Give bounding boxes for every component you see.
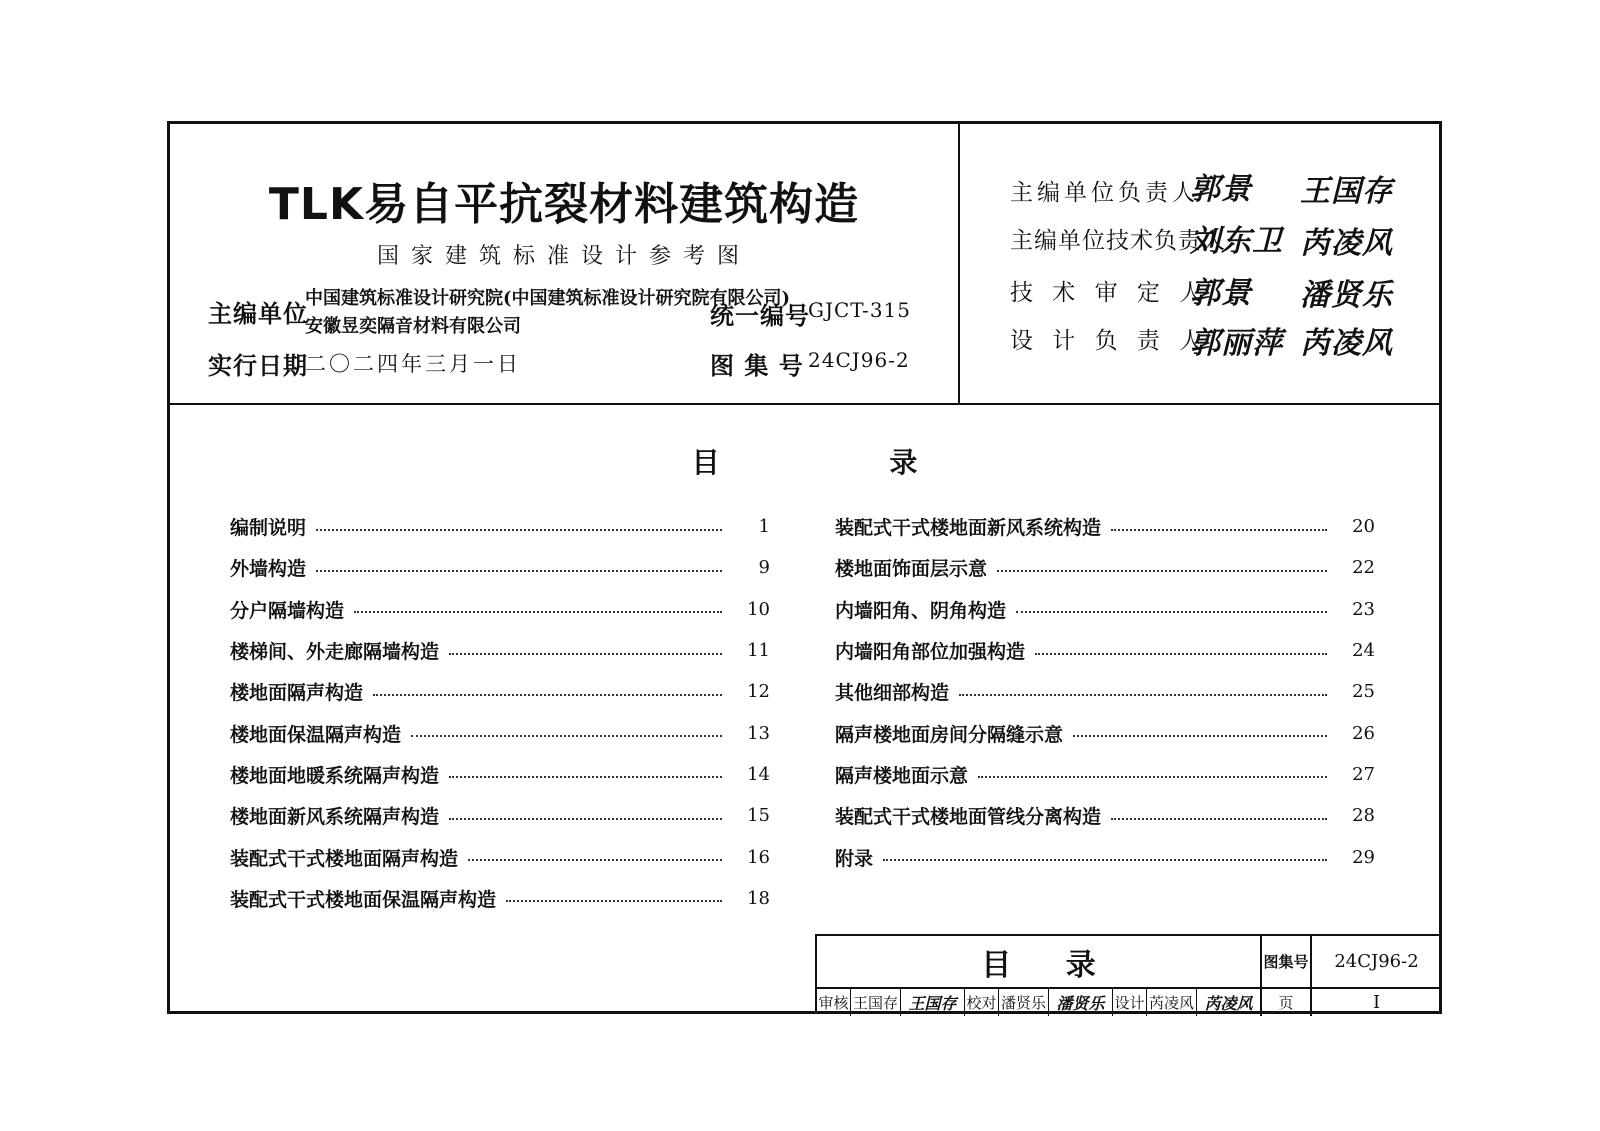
toc-item-page: 13 xyxy=(747,722,770,744)
toc-item[interactable] xyxy=(835,795,1375,836)
signature: 芮凌风 xyxy=(1300,226,1393,261)
toc-item-page: 28 xyxy=(1352,805,1375,827)
role-label: 技 术 审 定 人 xyxy=(1010,280,1209,306)
toc-item-label: 楼梯间、外走廊隔墙构造 xyxy=(230,641,440,664)
toc-item-label: 装配式干式楼地面新风系统构造 xyxy=(835,517,1102,540)
title-block-title: 目 录 xyxy=(817,936,1262,989)
toc-item-page: 16 xyxy=(747,846,770,868)
title-block-atlas-value: 24CJ96-2 xyxy=(1312,936,1441,989)
toc-item-page: 26 xyxy=(1352,722,1375,744)
toc-item-label: 编制说明 xyxy=(230,517,307,540)
atlas-label: 图 集 号 xyxy=(710,351,804,380)
toc-item-page: 20 xyxy=(1352,516,1375,538)
toc-item[interactable] xyxy=(835,630,1375,671)
document-subtitle: 国家建筑标准设计参考图 xyxy=(376,244,751,269)
toc-item-page: 1 xyxy=(758,516,770,538)
check-label: 校对 xyxy=(965,989,999,1016)
signature: 郭景 xyxy=(1190,276,1252,311)
signature: 王国存 xyxy=(901,989,965,1016)
toc-item-label: 楼地面保温隔声构造 xyxy=(230,723,402,746)
date-label: 实行日期 xyxy=(208,351,308,380)
toc-item-label: 装配式干式楼地面保温隔声构造 xyxy=(230,888,497,911)
check-name: 潘贤乐 xyxy=(999,989,1049,1016)
role-label: 设 计 负 责 人 xyxy=(1010,328,1209,354)
toc-item[interactable] xyxy=(230,671,770,712)
toc-item-label: 隔声楼地面房间分隔缝示意 xyxy=(835,723,1064,746)
code-value: GJCT-315 xyxy=(808,298,911,322)
toc-item-page: 23 xyxy=(1352,598,1375,620)
title-block xyxy=(815,934,1439,1014)
toc-item[interactable] xyxy=(835,671,1375,712)
toc-item-page: 18 xyxy=(747,887,770,909)
toc-item-page: 27 xyxy=(1352,763,1375,785)
signature: 郭景 xyxy=(1190,172,1252,207)
editor-label: 主编单位 xyxy=(208,299,308,328)
review-label: 审核 xyxy=(817,989,851,1016)
toc-item[interactable] xyxy=(230,878,770,919)
toc-item-page: 12 xyxy=(747,681,770,703)
toc-item-page: 24 xyxy=(1352,640,1375,662)
signature: 刘东卫 xyxy=(1190,224,1283,259)
toc-item[interactable] xyxy=(835,836,1375,877)
document-title: TLK易自平抗裂材料建筑构造 xyxy=(268,179,860,230)
header-divider xyxy=(170,403,1439,405)
toc-right-column xyxy=(835,506,1375,878)
toc-item[interactable] xyxy=(230,630,770,671)
editor-line-2: 安徽昱奕隔音材料有限公司 xyxy=(305,316,521,337)
toc-item[interactable] xyxy=(835,589,1375,630)
toc-item[interactable] xyxy=(230,795,770,836)
toc-item[interactable] xyxy=(835,506,1375,547)
toc-item[interactable] xyxy=(230,836,770,877)
header-vertical-divider xyxy=(958,124,960,403)
toc-item-label: 装配式干式楼地面隔声构造 xyxy=(230,847,459,870)
editor-line-1: 中国建筑标准设计研究院(中国建筑标准设计研究院有限公司) xyxy=(305,288,791,309)
toc-item-label: 楼地面地暖系统隔声构造 xyxy=(230,764,440,787)
toc-item-label: 附录 xyxy=(835,847,874,870)
toc-item-label: 内墙阳角、阴角构造 xyxy=(835,599,1007,622)
signature: 王国存 xyxy=(1300,174,1393,209)
page-value: I xyxy=(1372,992,1381,1013)
toc-item-label: 楼地面新风系统隔声构造 xyxy=(230,806,440,829)
toc-item-label: 外墙构造 xyxy=(230,558,307,581)
date-value: 二〇二四年三月一日 xyxy=(305,352,521,376)
toc-item-page: 29 xyxy=(1352,846,1375,868)
review-name: 王国存 xyxy=(851,989,901,1016)
toc-item-label: 隔声楼地面示意 xyxy=(835,764,969,787)
toc-item-label: 分户隔墙构造 xyxy=(230,599,345,622)
signature: 郭丽萍 xyxy=(1190,326,1283,361)
toc-item-page: 15 xyxy=(747,805,770,827)
toc-item[interactable] xyxy=(230,589,770,630)
toc-heading: 目 录 xyxy=(691,446,998,479)
design-name: 芮凌风 xyxy=(1147,989,1197,1016)
signature: 芮凌风 xyxy=(1300,326,1393,361)
toc-item-label: 其他细部构造 xyxy=(835,682,950,705)
toc-item-page: 9 xyxy=(758,557,770,579)
code-label: 统一编号 xyxy=(710,301,810,330)
toc-item-label: 楼地面隔声构造 xyxy=(230,682,364,705)
toc-item[interactable] xyxy=(230,712,770,753)
signature: 潘贤乐 xyxy=(1049,989,1113,1016)
toc-item[interactable] xyxy=(835,547,1375,588)
toc-left-column xyxy=(230,506,770,919)
atlas-value: 24CJ96-2 xyxy=(808,348,910,372)
page-label: 页 xyxy=(1262,989,1312,1016)
toc-item-label: 内墙阳角部位加强构造 xyxy=(835,641,1026,664)
toc-item[interactable] xyxy=(835,712,1375,753)
title-block-atlas-label: 图集号 xyxy=(1262,936,1312,989)
toc-item-page: 25 xyxy=(1352,681,1375,703)
drawing-frame xyxy=(167,121,1442,1014)
role-label: 主编单位技术负责人 xyxy=(1010,228,1226,254)
signature: 潘贤乐 xyxy=(1300,278,1393,313)
toc-item-label: 楼地面饰面层示意 xyxy=(835,558,988,581)
toc-item-page: 14 xyxy=(747,763,770,785)
signature: 芮凌风 xyxy=(1197,989,1262,1016)
toc-item[interactable] xyxy=(230,506,770,547)
toc-item-page: 11 xyxy=(747,640,770,662)
toc-item-label: 装配式干式楼地面管线分离构造 xyxy=(835,806,1102,829)
toc-item-page: 10 xyxy=(747,598,770,620)
toc-item[interactable] xyxy=(230,547,770,588)
toc-item-page: 22 xyxy=(1352,557,1375,579)
design-label: 设计 xyxy=(1113,989,1147,1016)
toc-item[interactable] xyxy=(230,754,770,795)
role-label: 主编单位负责人 xyxy=(1010,180,1199,206)
toc-item[interactable] xyxy=(835,754,1375,795)
